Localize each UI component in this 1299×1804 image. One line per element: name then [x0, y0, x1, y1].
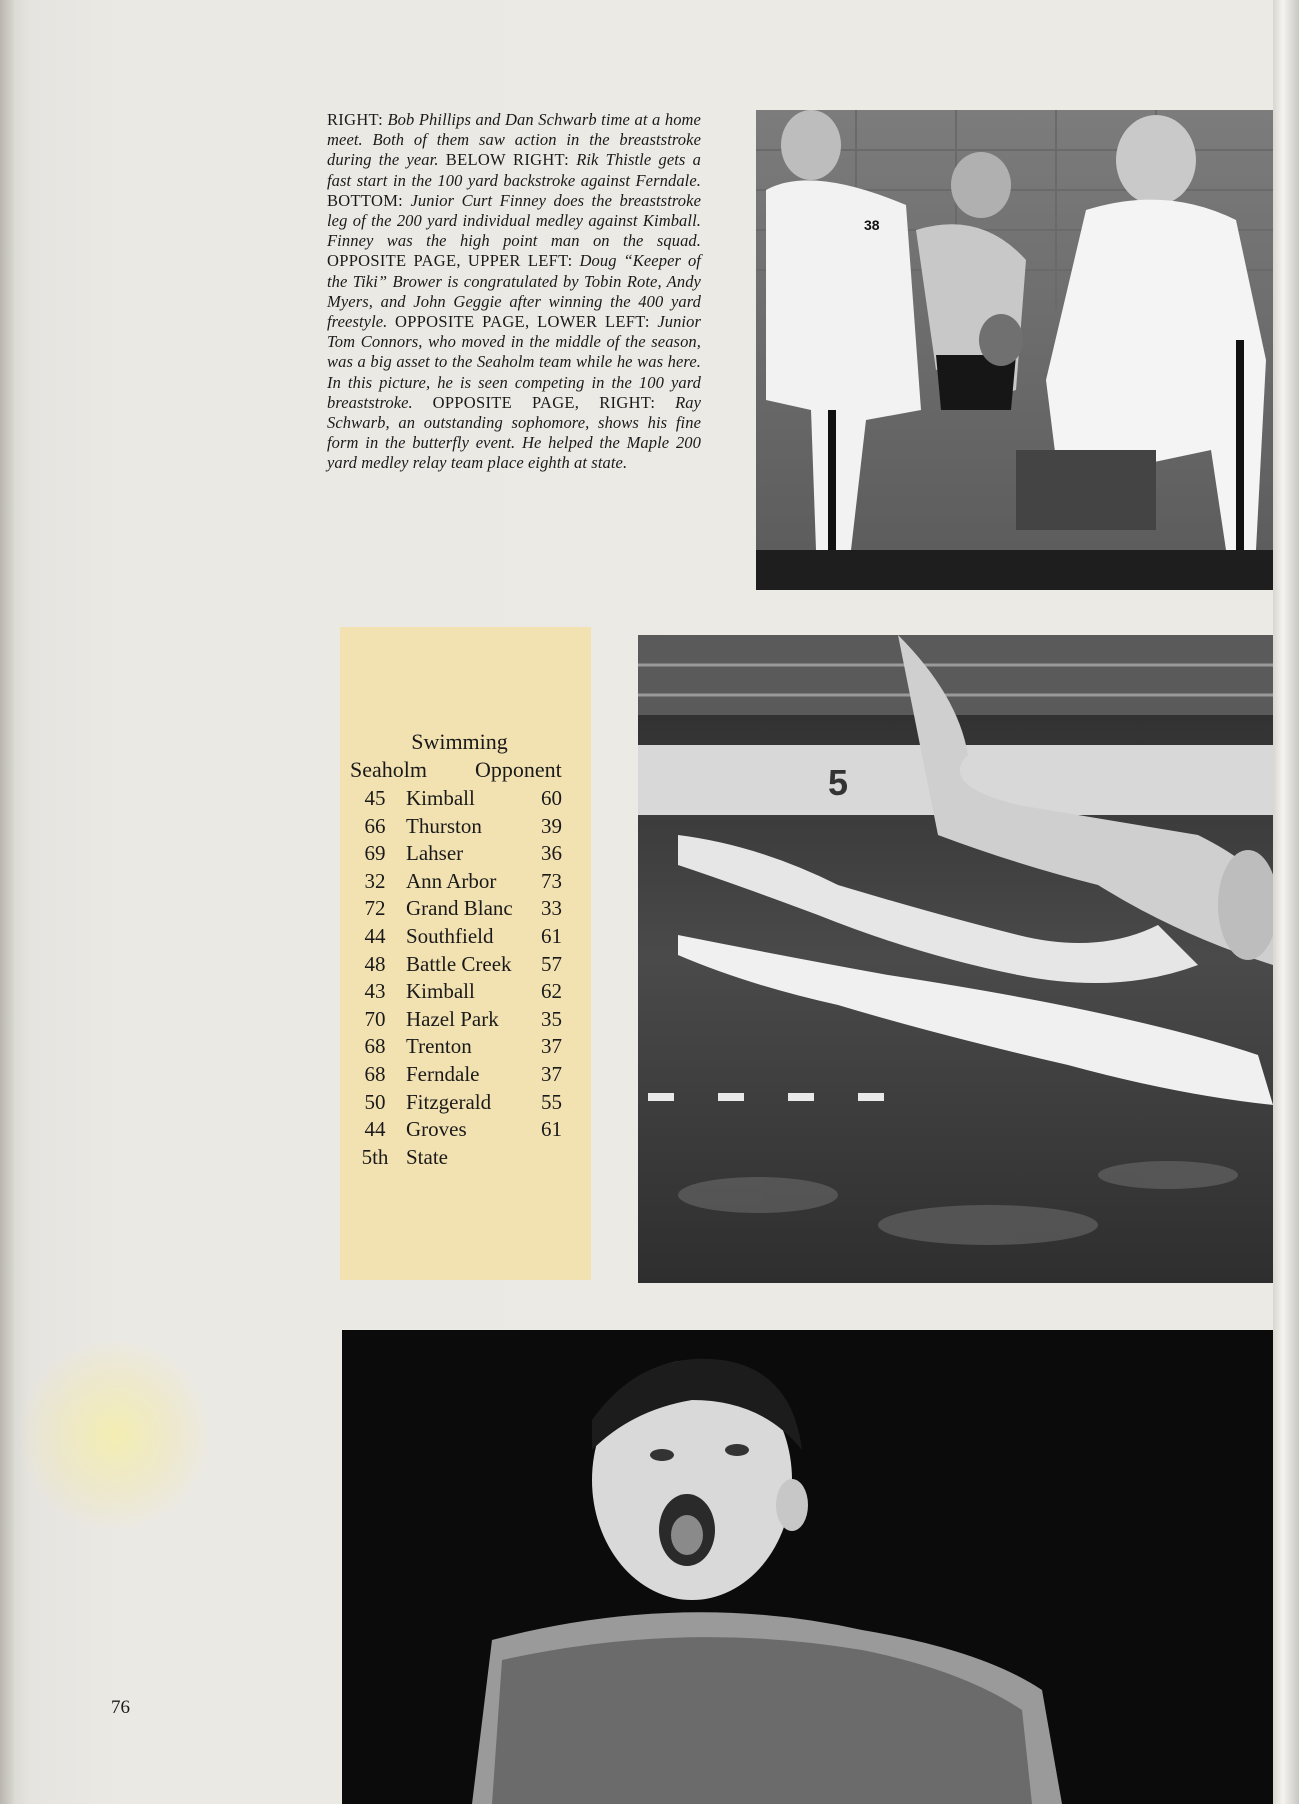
opponent-name: Battle Creek — [406, 951, 512, 976]
caption-text: Junior Curt Finney does the breaststroke leg of the 200 yard individual medley against Kimball. Finney was the high point man on the squad. — [327, 190, 701, 251]
seaholm-score: 68 — [364, 1061, 386, 1086]
opponent-name: Lahser — [406, 841, 464, 866]
opponent-name: Fitzgerald — [406, 1089, 492, 1114]
caption-text: Junior Tom Connors, who moved in the middle of the season, was a big asset to the Seaholm team while he was here. In this picture, he is seen competing in the 100 yard breaststroke. — [327, 312, 701, 412]
opponent-score: 57 — [541, 951, 562, 976]
scoreboard-rows — [340, 786, 591, 1172]
opponent-score: 36 — [541, 841, 562, 866]
caption-text: Doug “Keeper of the Tiki” Brower is congratulated by Tobin Rote, Andy Myers, and John Geggie after winning the 400 yard freestyle. — [327, 251, 701, 332]
page-number: 76 — [111, 1697, 130, 1718]
score-row — [340, 869, 591, 897]
score-row — [340, 1090, 591, 1118]
opponent-score: 35 — [541, 1006, 562, 1031]
caption-label: BOTTOM: — [327, 190, 404, 210]
opponent-name: Kimball — [406, 979, 475, 1004]
opponent-name: Ann Arbor — [406, 868, 497, 893]
opponent-name: Thurston — [406, 813, 482, 838]
opponent-name: Southfield — [406, 923, 494, 948]
opponent-score: 33 — [541, 896, 562, 921]
caption-label: OPPOSITE PAGE, UPPER LEFT: — [327, 251, 573, 271]
photo-backstroke-start — [638, 635, 1273, 1283]
seaholm-score: 43 — [364, 979, 386, 1004]
opponent-score: 37 — [541, 1061, 562, 1086]
opponent-name: Grand Blanc — [406, 896, 513, 921]
jersey-number: 38 — [864, 217, 880, 233]
scoreboard-title: Swimming — [411, 729, 508, 754]
opponent-name: Kimball — [406, 786, 475, 810]
caption-text: Rik Thistle gets a fast start in the 100 yard backstroke against Ferndale. — [327, 150, 701, 190]
caption-label: BELOW RIGHT: — [445, 150, 569, 170]
paper-stain — [20, 1340, 210, 1530]
seaholm-score: 44 — [364, 1117, 386, 1142]
score-row — [340, 979, 591, 1007]
photo-swimmers-on-deck — [756, 110, 1273, 590]
seaholm-score: 66 — [364, 813, 386, 838]
opponent-name: Ferndale — [406, 1061, 480, 1086]
opponent-score: 61 — [541, 1117, 562, 1142]
score-row — [340, 786, 591, 814]
score-row — [340, 1034, 591, 1062]
caption-label: OPPOSITE PAGE, RIGHT: — [432, 392, 656, 412]
score-row — [340, 924, 591, 952]
score-row — [340, 1062, 591, 1090]
opponent-score: 39 — [541, 813, 562, 838]
seaholm-score: 32 — [364, 868, 386, 893]
page-edge — [1273, 0, 1299, 1804]
score-row — [340, 1007, 591, 1035]
caption-label: OPPOSITE PAGE, LOWER LEFT: — [394, 312, 650, 332]
seaholm-score: 45 — [364, 786, 386, 810]
caption-label: RIGHT: — [327, 110, 383, 129]
seaholm-score: 68 — [364, 1034, 386, 1059]
scoreboard-header-opponent: Opponent — [475, 757, 562, 782]
seaholm-score: 5th — [361, 1144, 389, 1169]
opponent-score: 55 — [541, 1089, 562, 1114]
caption-text: Ray Schwarb, an outstanding sophomore, shows his fine form in the butterfly event. He helped the Maple 200 yard medley relay team place eighth at state. — [327, 392, 702, 473]
photo-backstroke-start-image — [638, 635, 1273, 1283]
opponent-name: Groves — [406, 1117, 467, 1142]
opponent-score: 61 — [541, 923, 562, 948]
opponent-score: 60 — [541, 786, 562, 810]
score-row — [340, 841, 591, 869]
score-row — [340, 896, 591, 924]
photo-swimmers-on-deck-image — [756, 110, 1273, 590]
caption-text: Bob Phillips and Dan Schwarb time at a home meet. Both of them saw action in the breaststroke during the year. — [327, 110, 701, 170]
seaholm-score: 70 — [364, 1006, 386, 1031]
photo-caption — [327, 110, 701, 474]
seaholm-score: 50 — [364, 1089, 386, 1114]
photo-breaststroke-swimmer-image — [342, 1330, 1273, 1804]
opponent-name: Trenton — [406, 1034, 472, 1059]
score-row — [340, 814, 591, 842]
score-row — [340, 1145, 591, 1173]
scoreboard-header-seaholm: Seaholm — [350, 757, 427, 782]
seaholm-score: 69 — [364, 841, 386, 866]
swimming-scoreboard — [340, 627, 591, 1280]
lane-number: 5 — [828, 762, 849, 803]
page-gutter — [0, 0, 14, 1804]
seaholm-score: 48 — [364, 951, 386, 976]
score-row — [340, 1117, 591, 1145]
photo-breaststroke-swimmer — [342, 1330, 1273, 1804]
seaholm-score: 72 — [364, 896, 386, 921]
opponent-score: 62 — [541, 979, 562, 1004]
seaholm-score: 44 — [364, 923, 386, 948]
opponent-name: Hazel Park — [406, 1006, 499, 1031]
opponent-score: 37 — [541, 1034, 562, 1059]
opponent-score: 73 — [541, 868, 562, 893]
score-row — [340, 952, 591, 980]
opponent-name: State — [406, 1144, 448, 1169]
